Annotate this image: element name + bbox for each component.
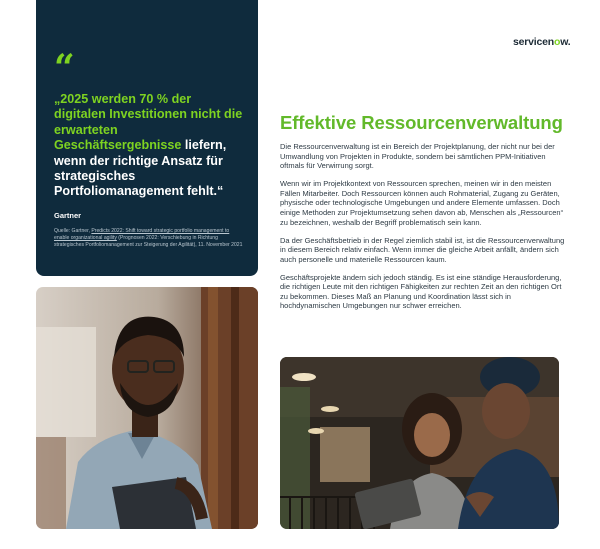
quote-author: Gartner — [54, 210, 82, 220]
quote-text — [54, 92, 244, 200]
section-heading: Effektive Ressourcenverwaltung — [280, 112, 563, 133]
source-suffix: (Prognosen 2022: Verschiebung in Richtung strategisches Portfoliomanagement zur Steigerung der Agilität), 11. November 2021 — [54, 234, 243, 248]
quote-card — [36, 0, 258, 276]
paragraph: Wenn wir im Projektkontext von Ressourcen sprechen, meinen wir in den meisten Fällen Mitarbeiter. Doch Ressourcen können auch Rohmaterial, Zugang zu Geräten, physische oder technologische Umgebungen und andere Elemente umfassen. Doch einige Methoden zur Projektumsetzung sehen davon ab, Menschen als „Ressourcen“ zu bezeichnen, weshalb der Begriff problematisch sein kann. — [280, 179, 564, 227]
paragraph: Geschäftsprojekte ändern sich jedoch ständig. Es ist eine ständige Herausforderung, die richtigen Leute mit den richtigen Fähigkeiten zur rechten Zeit an den richtigen Ort zu bekommen. Dieses Maß an Planung und Koordination lässt sich in hochdynamischen Umgebungen nur schwer erreichen. — [280, 272, 562, 311]
servicenow-logo — [513, 36, 571, 48]
photo-colleagues — [280, 357, 559, 529]
quote-mark-icon: “ — [54, 47, 73, 89]
photo-man-with-tablet — [36, 287, 258, 529]
paragraph: Da der Geschäftsbetrieb in der Regel ziemlich stabil ist, ist die Ressourcenverwaltung in diesem Bereich relativ einfach. Wenn immer die gleiche Arbeit anfällt, ändern sich auch personelle und materielle Ressourcen kaum. — [280, 235, 565, 264]
quote-highlight: „2025 werden 70 % der digitalen Investitionen nicht die erwarteten Geschäftsergebnisse — [54, 92, 243, 153]
body-copy — [280, 142, 570, 319]
quote-source — [54, 228, 244, 249]
logo-main: servicen — [513, 36, 555, 48]
logo-end: w. — [560, 36, 571, 48]
quote-rest: liefern, wenn der richtige Ansatz für strategisches Portfoliomanagement fehlt.“ — [54, 138, 227, 199]
logo-o: o — [554, 36, 561, 48]
source-link[interactable]: Predicts 2022: Shift toward strategic portfolio management to enable organizational agility — [54, 227, 230, 241]
paragraph: Die Ressourcenverwaltung ist ein Bereich der Projektplanung, der nicht nur bei der Umwandlung von Projekten in Produkte, sondern bei sämtlichen PPM-Initiativen oftmals für Verwirrung sorgt. — [280, 142, 555, 171]
source-prefix: Quelle: Gartner, — [54, 227, 92, 234]
